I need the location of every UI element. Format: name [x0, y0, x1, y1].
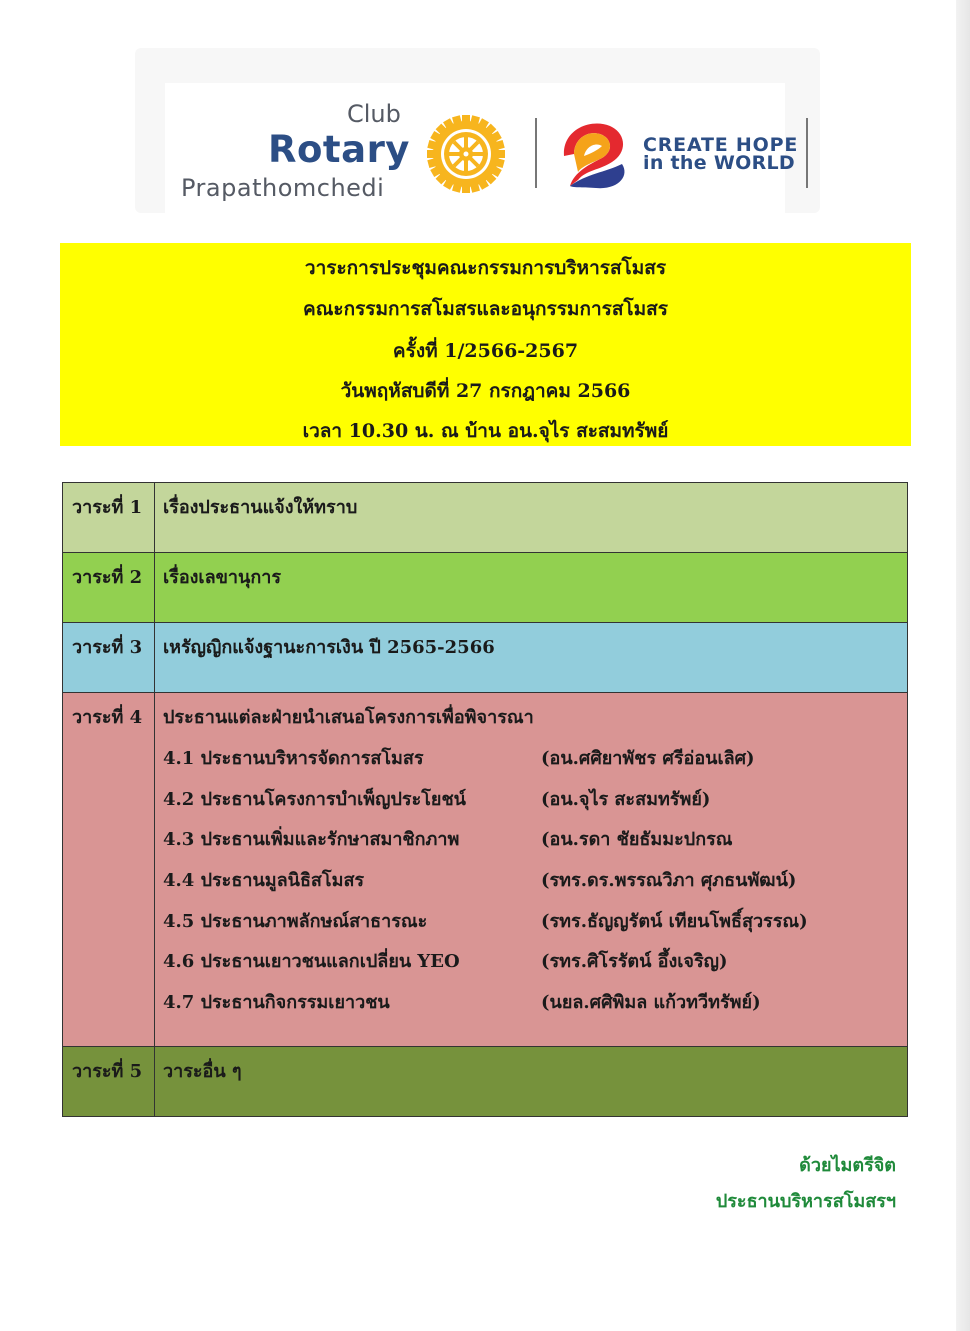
agenda-row-1 — [63, 483, 908, 553]
agenda-number: วาระที่ 2 — [63, 553, 155, 623]
agenda-number: วาระที่ 1 — [63, 483, 155, 553]
chair-role: 4.5 ประธานภาพลักษณ์สาธารณะ — [163, 910, 428, 932]
closing-regards: ด้วยไมตรีจิต — [799, 1155, 896, 1176]
chair-person: (รทร.ธัญญรัตน์ เทียนโพธิ์สุวรรณ) — [541, 910, 808, 932]
rotary-wheel-icon — [420, 115, 512, 193]
agenda-topic: เรื่องเลขานุการ — [155, 553, 908, 623]
chair-role: 4.6 ประธานเยาวชนแลกเปลี่ยน YEO — [163, 951, 460, 973]
agenda-table — [62, 482, 908, 1117]
header-time-place: เวลา 10.30 น. ณ บ้าน อน.จุไร สะสมทรัพย์ — [302, 420, 669, 442]
agenda-topic: วาระอื่น ๆ — [155, 1047, 908, 1117]
logo-club-name: Prapathomchedi — [181, 174, 385, 202]
list-item — [163, 784, 907, 825]
header-session: ครั้งที่ 1/2566-2567 — [392, 340, 579, 362]
chair-person: (นยล.ศศิพิมล แก้วทวีทรัพย์) — [541, 992, 761, 1014]
logo-divider-left — [535, 118, 537, 188]
logo-club-word: Club — [347, 100, 401, 128]
agenda-number: วาระที่ 5 — [63, 1047, 155, 1117]
list-item — [163, 946, 907, 987]
agenda-topic-cell — [155, 693, 908, 1047]
list-item — [163, 906, 907, 947]
agenda-topic: เหรัญญิกแจ้งฐานะการเงิน ปี 2565-2566 — [155, 623, 908, 693]
chair-role: 4.4 ประธานมูลนิธิสโมสร — [163, 870, 365, 892]
chair-person: (อน.จุไร สะสมทรัพย์) — [541, 788, 711, 810]
chair-role: 4.7 ประธานกิจกรรมเยาวชน — [163, 992, 390, 1014]
chair-role: 4.2 ประธานโครงการบำเพ็ญประโยชน์ — [163, 788, 466, 810]
closing-signer: ประธานบริหารสโมสรฯ — [715, 1191, 896, 1212]
chair-person: (อน.รดา ชัยธัมมะปกรณ — [541, 829, 733, 851]
chair-person: (รทร.ดร.พรรณวิภา ศุภธนพัฒน์) — [541, 870, 797, 892]
logo-rotary-word: Rotary — [268, 128, 410, 171]
chair-role: 4.3 ประธานเพิ่มและรักษาสมาชิกภาพ — [163, 829, 460, 851]
meeting-header — [60, 243, 911, 446]
list-item — [163, 987, 907, 1028]
agenda-number: วาระที่ 4 — [63, 693, 155, 1047]
create-hope-emblem-icon — [556, 116, 636, 192]
chair-role: 4.1 ประธานบริหารจัดการสโมสร — [163, 748, 424, 769]
list-item — [163, 824, 907, 865]
header-title: วาระการประชุมคณะกรรมการบริหารสโมสร — [304, 257, 667, 279]
agenda-row-2 — [63, 553, 908, 623]
chair-person: (อน.ศศิยาพัชร ศรีอ่อนเลิศ) — [541, 748, 755, 769]
header-date: วันพฤหัสบดีที่ 27 กรกฎาคม 2566 — [340, 380, 631, 402]
agenda-row-5 — [63, 1047, 908, 1117]
agenda-topic: เรื่องประธานแจ้งให้ทราบ — [155, 483, 908, 553]
theme-line-2: in the WORLD — [643, 152, 795, 174]
chair-person: (รทร.ศิโรรัตน์ อึ้งเจริญ) — [541, 951, 728, 973]
theme-line-1: CREATE HOPE — [643, 134, 799, 156]
logo-divider-right — [806, 118, 808, 188]
agenda-number: วาระที่ 3 — [63, 623, 155, 693]
agenda-row-3 — [63, 623, 908, 693]
committee-chair-list — [163, 743, 907, 1028]
list-item — [163, 743, 907, 784]
header-committee: คณะกรรมการสโมสรและอนุกรรมการสโมสร — [303, 298, 668, 320]
agenda-row-4 — [63, 693, 908, 1047]
list-item — [163, 865, 907, 906]
agenda-topic: ประธานแต่ละฝ่ายนำเสนอโครงการเพื่อพิจารณา — [163, 707, 534, 728]
page-edge-shadow — [956, 0, 970, 1331]
